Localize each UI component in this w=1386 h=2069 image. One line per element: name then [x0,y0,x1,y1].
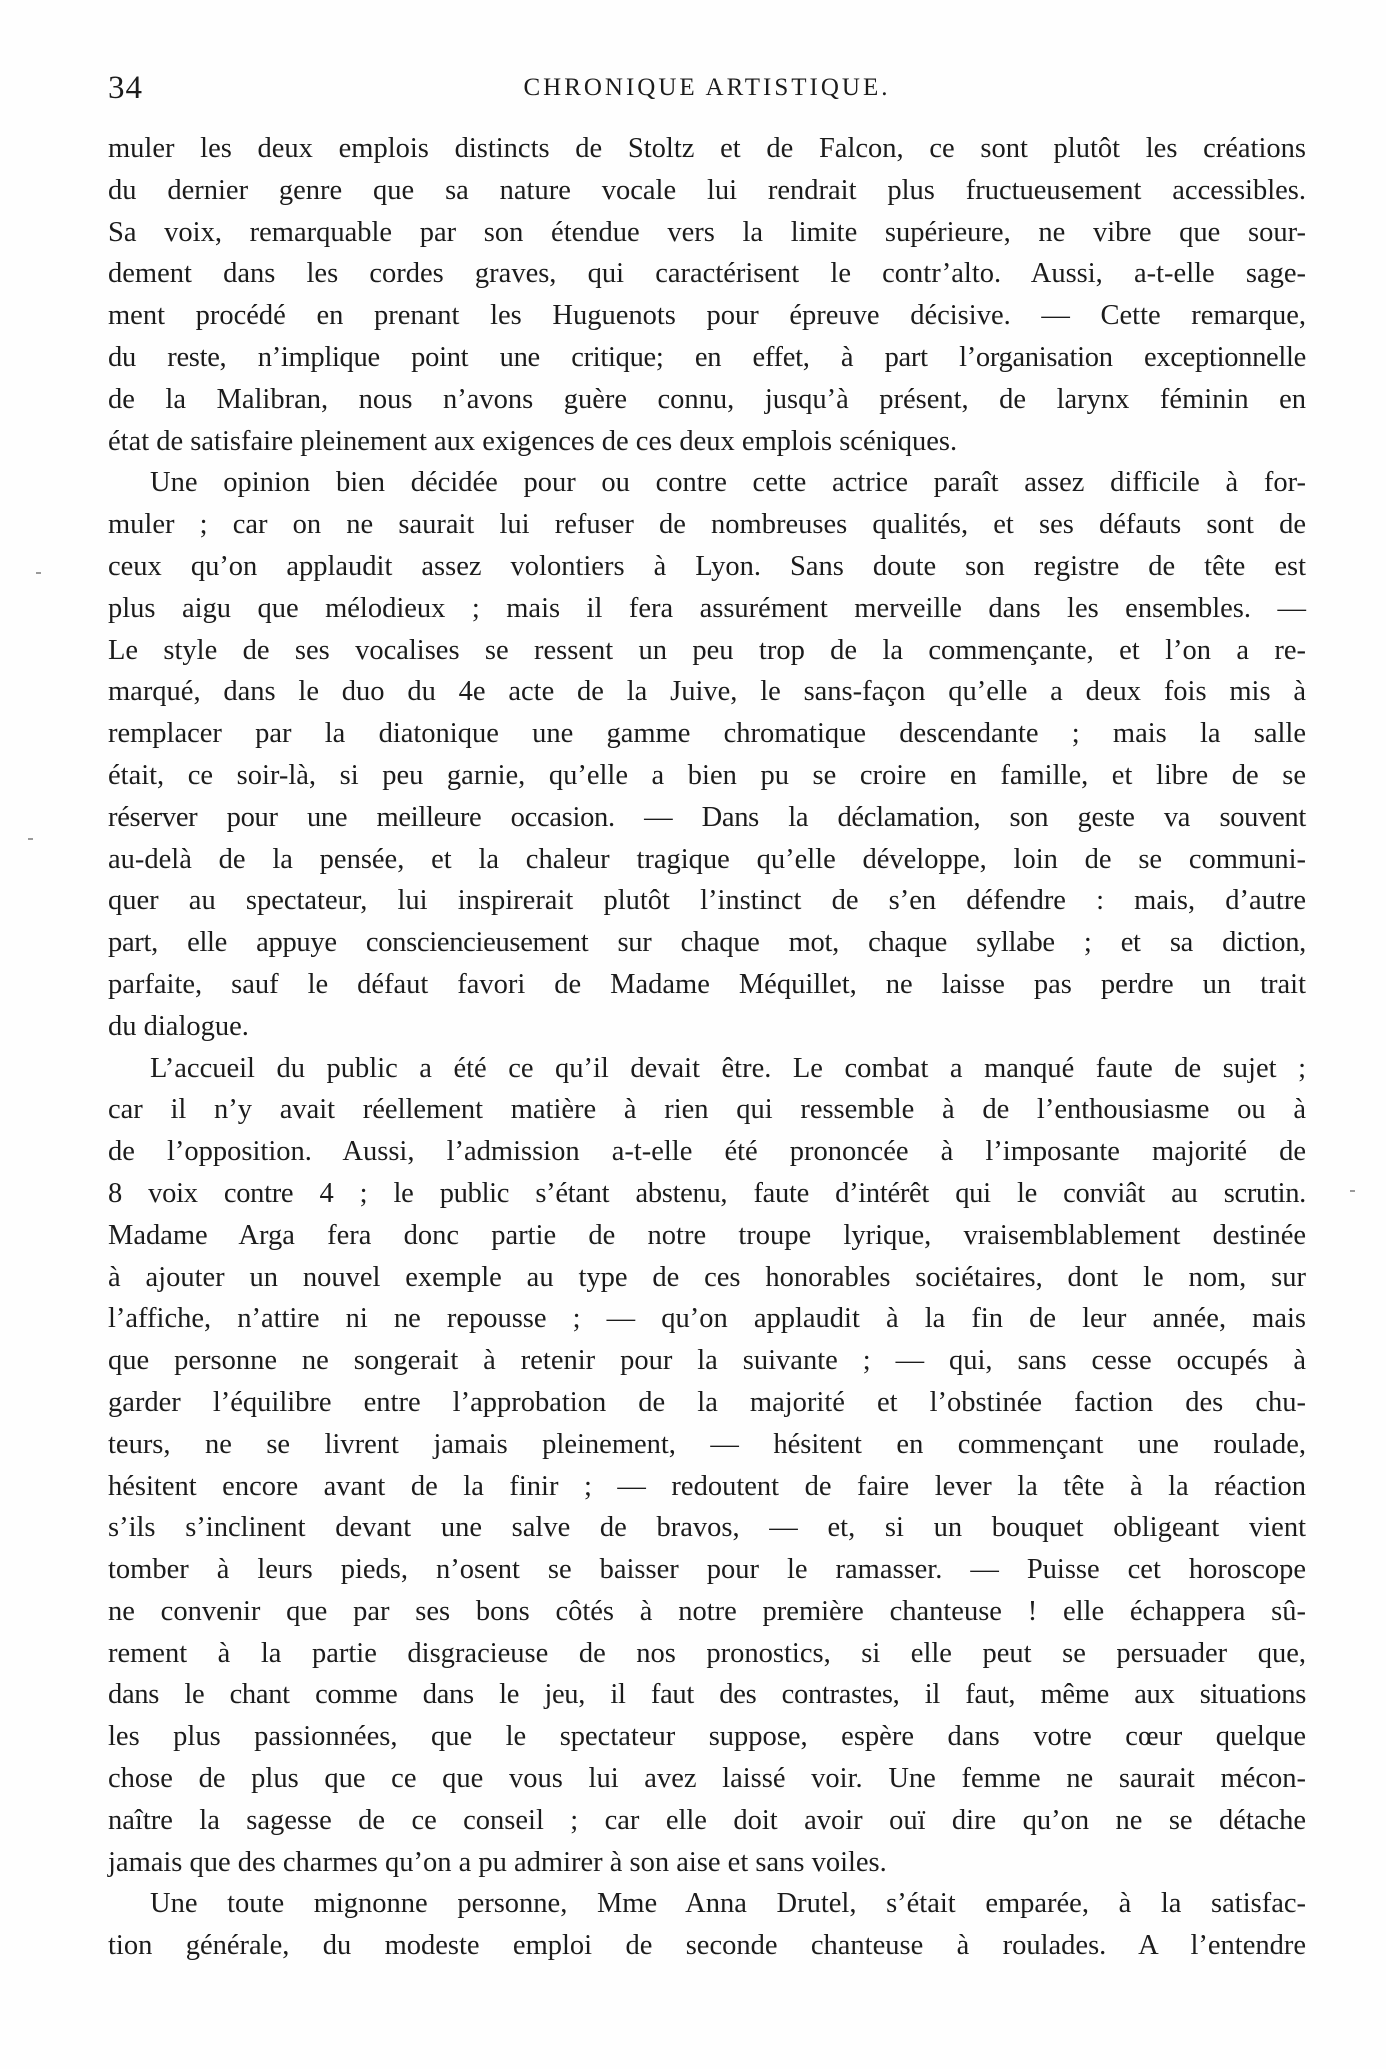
text-line: l’affiche, n’attire ni ne repousse ; — qu’on applaudit à la fin de leur année, mais [108,1303,1306,1335]
text-line: Sa voix, remarquable par son étendue vers la limite supérieure, ne vibre que sour- [108,216,1306,248]
text-line: ceux qu’on applaudit assez volontiers à Lyon. Sans doute son registre de tête est [108,550,1306,582]
text-line: remplacer par la diatonique une gamme chromatique descendante ; mais la salle [108,718,1306,750]
text-line: quer au spectateur, lui inspirerait plutôt l’instinct de s’en défendre : mais, d’autre [108,885,1306,917]
text-line: était, ce soir-là, si peu garnie, qu’elle a bien pu se croire en famille, et libre de se [108,759,1306,791]
text-line: du dialogue. [108,1010,249,1042]
margin-speck [28,838,33,840]
text-line: plus aigu que mélodieux ; mais il fera assurément merveille dans les ensembles. — [108,592,1306,624]
text-line: dans le chant comme dans le jeu, il faut des contrastes, il faut, même aux situations [108,1679,1306,1711]
text-line: à ajouter un nouvel exemple au type de ces honorables sociétaires, dont le nom, sur [108,1261,1306,1293]
text-line: car il n’y avait réellement matière à rien qui ressemble à de l’enthousiasme ou à [108,1094,1306,1126]
text-line: de l’opposition. Aussi, l’admission a-t-elle été prononcée à l’imposante majorité de [108,1136,1306,1168]
text-line: Le style de ses vocalises se ressent un peu trop de la commençante, et l’on a re- [108,634,1306,666]
text-line: hésitent encore avant de la finir ; — redoutent de faire lever la tête à la réaction [108,1470,1306,1502]
text-line: au-delà de la pensée, et la chaleur tragique qu’elle développe, loin de se communi- [108,843,1306,875]
text-line: Une toute mignonne personne, Mme Anna Drutel, s’était emparée, à la satisfac- [150,1888,1306,1920]
margin-speck [36,572,41,574]
text-line: 8 voix contre 4 ; le public s’étant abstenu, faute d’intérêt qui le conviât au scrutin. [108,1177,1306,1209]
text-line: marqué, dans le duo du 4e acte de la Juive, le sans-façon qu’elle a deux fois mis à [108,676,1306,708]
text-line: part, elle appuye consciencieusement sur chaque mot, chaque syllabe ; et sa diction, [108,927,1306,959]
running-head: CHRONIQUE ARTISTIQUE. [523,74,891,101]
text-line: ment procédé en prenant les Huguenots pour épreuve décisive. — Cette remarque, [108,300,1306,332]
text-line: chose de plus que ce que vous lui avez laissé voir. Une femme ne saurait mécon- [108,1763,1306,1795]
text-line: tion générale, du modeste emploi de seconde chanteuse à roulades. A l’entendre [108,1930,1306,1962]
text-line: naître la sagesse de ce conseil ; car elle doit avoir ouï dire qu’on ne se détache [108,1804,1306,1836]
page-number: 34 [108,70,143,106]
text-line: de la Malibran, nous n’avons guère connu, jusqu’à présent, de larynx féminin en [108,383,1306,415]
text-line: L’accueil du public a été ce qu’il devait être. Le combat a manqué faute de sujet ; [150,1052,1306,1084]
text-line: réserver pour une meilleure occasion. — Dans la déclamation, son geste va souvent [108,801,1306,833]
text-line: teurs, ne se livrent jamais pleinement, — hésitent en commençant une roulade, [108,1428,1306,1460]
text-line: parfaite, sauf le défaut favori de Madame Méquillet, ne laisse pas perdre un trait [108,968,1306,1000]
text-line: garder l’équilibre entre l’approbation de la majorité et l’obstinée faction des chu- [108,1386,1306,1418]
text-line: s’ils s’inclinent devant une salve de bravos, — et, si un bouquet obligeant vient [108,1512,1306,1544]
text-line: état de satisfaire pleinement aux exigences de ces deux emplois scéniques. [108,425,958,457]
text-line: jamais que des charmes qu’on a pu admirer à son aise et sans voiles. [108,1846,887,1878]
text-line: Madame Arga fera donc partie de notre troupe lyrique, vraisemblablement destinée [108,1219,1306,1251]
text-line: ne convenir que par ses bons côtés à notre première chanteuse ! elle échappera sû- [108,1595,1306,1627]
text-line: Une opinion bien décidée pour ou contre cette actrice paraît assez difficile à for- [150,467,1306,499]
text-line: que personne ne songerait à retenir pour la suivante ; — qui, sans cesse occupés à [108,1345,1306,1377]
margin-speck [1350,1190,1355,1192]
body-text [108,128,1306,1967]
text-line: tomber à leurs pieds, n’osent se baisser pour le ramasser. — Puisse cet horoscope [108,1554,1306,1586]
text-line: dement dans les cordes graves, qui caractérisent le contr’alto. Aussi, a-t-elle sage- [108,258,1306,290]
page-header [108,70,1306,110]
text-line: du reste, n’implique point une critique; en effet, à part l’organisation exceptionnelle [108,341,1306,373]
text-line: du dernier genre que sa nature vocale lui rendrait plus fructueusement accessibles. [108,174,1306,206]
text-line: muler ; car on ne saurait lui refuser de nombreuses qualités, et ses défauts sont de [108,509,1306,541]
text-line: muler les deux emplois distincts de Stoltz et de Falcon, ce sont plutôt les créations [108,133,1306,164]
text-line: les plus passionnées, que le spectateur suppose, espère dans votre cœur quelque [108,1721,1306,1753]
text-line: rement à la partie disgracieuse de nos pronostics, si elle peut se persuader que, [108,1637,1306,1669]
